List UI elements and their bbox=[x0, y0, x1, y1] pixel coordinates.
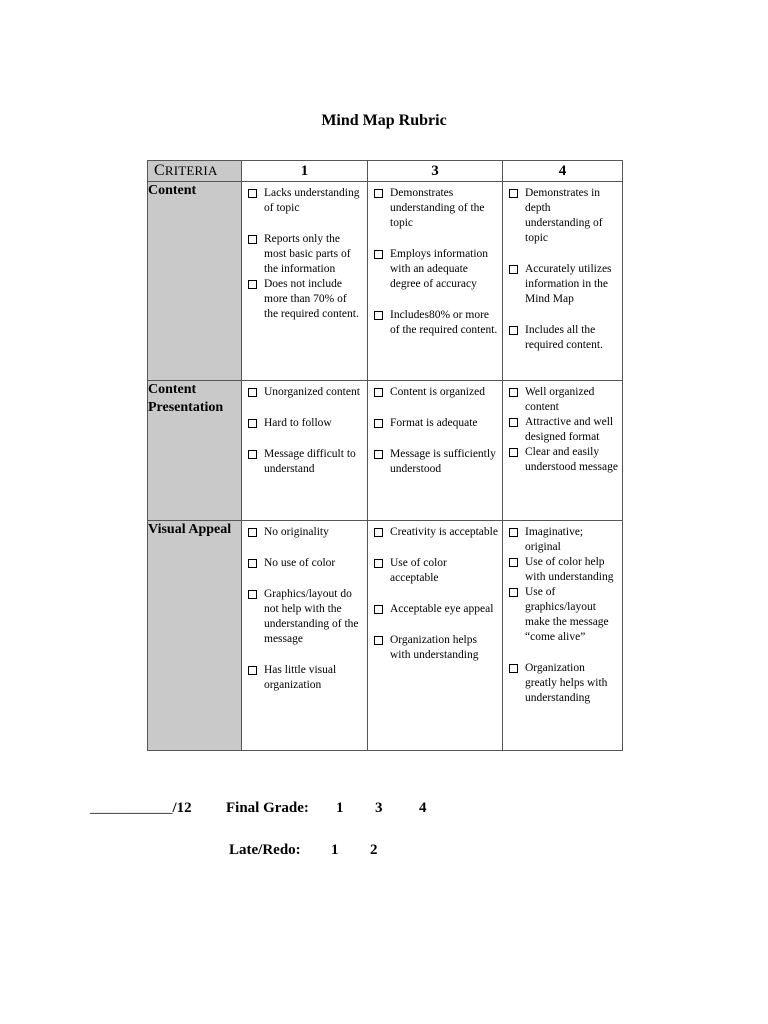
final-grade-option[interactable]: 4 bbox=[419, 800, 427, 816]
checkbox-icon[interactable] bbox=[374, 559, 383, 568]
page-title: Mind Map Rubric bbox=[321, 112, 447, 129]
header-score-1: 1 bbox=[242, 161, 368, 182]
score-3-cell bbox=[368, 521, 503, 751]
list-item: No use of color bbox=[248, 556, 363, 571]
checkbox-icon[interactable] bbox=[248, 590, 257, 599]
list-item: Content is organized bbox=[374, 385, 498, 400]
checkbox-icon[interactable] bbox=[374, 528, 383, 537]
checkbox-icon[interactable] bbox=[248, 559, 257, 568]
checkbox-icon[interactable] bbox=[248, 280, 257, 289]
checkbox-icon[interactable] bbox=[509, 326, 518, 335]
list-item: Imaginative; original bbox=[509, 525, 618, 555]
table-row bbox=[148, 381, 623, 521]
header-criteria: CRITERIA bbox=[148, 161, 242, 182]
list-item: Well organized content bbox=[509, 385, 618, 415]
list-item: Graphics/layout do not help with the understanding of the message bbox=[248, 587, 363, 647]
list-item: Hard to follow bbox=[248, 416, 363, 431]
table-row bbox=[148, 182, 623, 381]
list-item: Unorganized content bbox=[248, 385, 363, 400]
checkbox-icon[interactable] bbox=[374, 636, 383, 645]
score-4-cell bbox=[503, 381, 623, 521]
checkbox-icon[interactable] bbox=[374, 189, 383, 198]
checkbox-icon[interactable] bbox=[509, 189, 518, 198]
list-item: Attractive and well designed format bbox=[509, 415, 618, 445]
score-1-cell bbox=[242, 521, 368, 751]
score-1-cell bbox=[242, 381, 368, 521]
checkbox-icon[interactable] bbox=[509, 388, 518, 397]
checkbox-icon[interactable] bbox=[374, 605, 383, 614]
grade-total-line bbox=[90, 800, 192, 817]
checkbox-icon[interactable] bbox=[509, 265, 518, 274]
score-1-cell bbox=[242, 182, 368, 381]
checkbox-icon[interactable] bbox=[509, 664, 518, 673]
checkbox-icon[interactable] bbox=[248, 419, 257, 428]
checkbox-icon[interactable] bbox=[509, 558, 518, 567]
list-item: Clear and easily understood message bbox=[509, 445, 618, 475]
checkbox-icon[interactable] bbox=[248, 666, 257, 675]
criterion-cell: Content Presentation bbox=[148, 381, 242, 521]
score-total: /12 bbox=[172, 800, 192, 816]
list-item: Employs information with an adequate degree of accuracy bbox=[374, 247, 498, 292]
list-item: Message difficult to understand bbox=[248, 447, 363, 477]
score-blank[interactable]: ___________ bbox=[90, 800, 173, 816]
score-3-cell bbox=[368, 381, 503, 521]
header-row bbox=[148, 161, 623, 182]
checkbox-icon[interactable] bbox=[509, 528, 518, 537]
list-item: Organization greatly helps with understanding bbox=[509, 661, 618, 706]
score-4-cell bbox=[503, 182, 623, 381]
late-redo-label: Late/Redo: bbox=[229, 842, 301, 858]
checkbox-icon[interactable] bbox=[248, 388, 257, 397]
list-item: Message is sufficiently understood bbox=[374, 447, 498, 477]
list-item: Demonstrates in depth understanding of topic bbox=[509, 186, 618, 246]
checkbox-icon[interactable] bbox=[248, 189, 257, 198]
list-item: Use of color acceptable bbox=[374, 556, 498, 586]
list-item: Reports only the most basic parts of the information bbox=[248, 232, 363, 277]
checkbox-icon[interactable] bbox=[248, 528, 257, 537]
checkbox-icon[interactable] bbox=[374, 250, 383, 259]
final-grade-option[interactable]: 3 bbox=[375, 800, 383, 816]
list-item: Creativity is acceptable bbox=[374, 525, 498, 540]
list-item: Has little visual organization bbox=[248, 663, 363, 693]
list-item: Acceptable eye appeal bbox=[374, 602, 498, 617]
final-grade-label: Final Grade: bbox=[226, 800, 309, 816]
list-item: Organization helps with understanding bbox=[374, 633, 498, 663]
late-redo-option[interactable]: 2 bbox=[370, 842, 378, 858]
header-score-3: 3 bbox=[368, 161, 503, 182]
list-item: Includes all the required content. bbox=[509, 323, 618, 353]
checkbox-icon[interactable] bbox=[509, 418, 518, 427]
checkbox-icon[interactable] bbox=[374, 311, 383, 320]
checkbox-icon[interactable] bbox=[374, 450, 383, 459]
final-grade-option[interactable]: 1 bbox=[336, 800, 344, 816]
criterion-cell: Content bbox=[148, 182, 242, 381]
checkbox-icon[interactable] bbox=[248, 450, 257, 459]
list-item: No originality bbox=[248, 525, 363, 540]
list-item: Does not include more than 70% of the required content. bbox=[248, 277, 363, 322]
list-item: Lacks understanding of topic bbox=[248, 186, 363, 216]
late-redo-option[interactable]: 1 bbox=[331, 842, 339, 858]
list-item: Format is adequate bbox=[374, 416, 498, 431]
list-item: Demonstrates understanding of the topic bbox=[374, 186, 498, 231]
score-3-cell bbox=[368, 182, 503, 381]
criterion-cell: Visual Appeal bbox=[148, 521, 242, 751]
list-item: Accurately utilizes information in the Mind Map bbox=[509, 262, 618, 307]
list-item: Use of graphics/layout make the message “come alive” bbox=[509, 585, 618, 645]
table-row bbox=[148, 521, 623, 751]
checkbox-icon[interactable] bbox=[509, 588, 518, 597]
checkbox-icon[interactable] bbox=[509, 448, 518, 457]
checkbox-icon[interactable] bbox=[374, 419, 383, 428]
list-item: Use of color help with understanding bbox=[509, 555, 618, 585]
rubric-table bbox=[147, 160, 623, 751]
checkbox-icon[interactable] bbox=[248, 235, 257, 244]
list-item: Includes80% or more of the required content. bbox=[374, 308, 498, 338]
header-score-4: 4 bbox=[503, 161, 623, 182]
score-4-cell bbox=[503, 521, 623, 751]
checkbox-icon[interactable] bbox=[374, 388, 383, 397]
